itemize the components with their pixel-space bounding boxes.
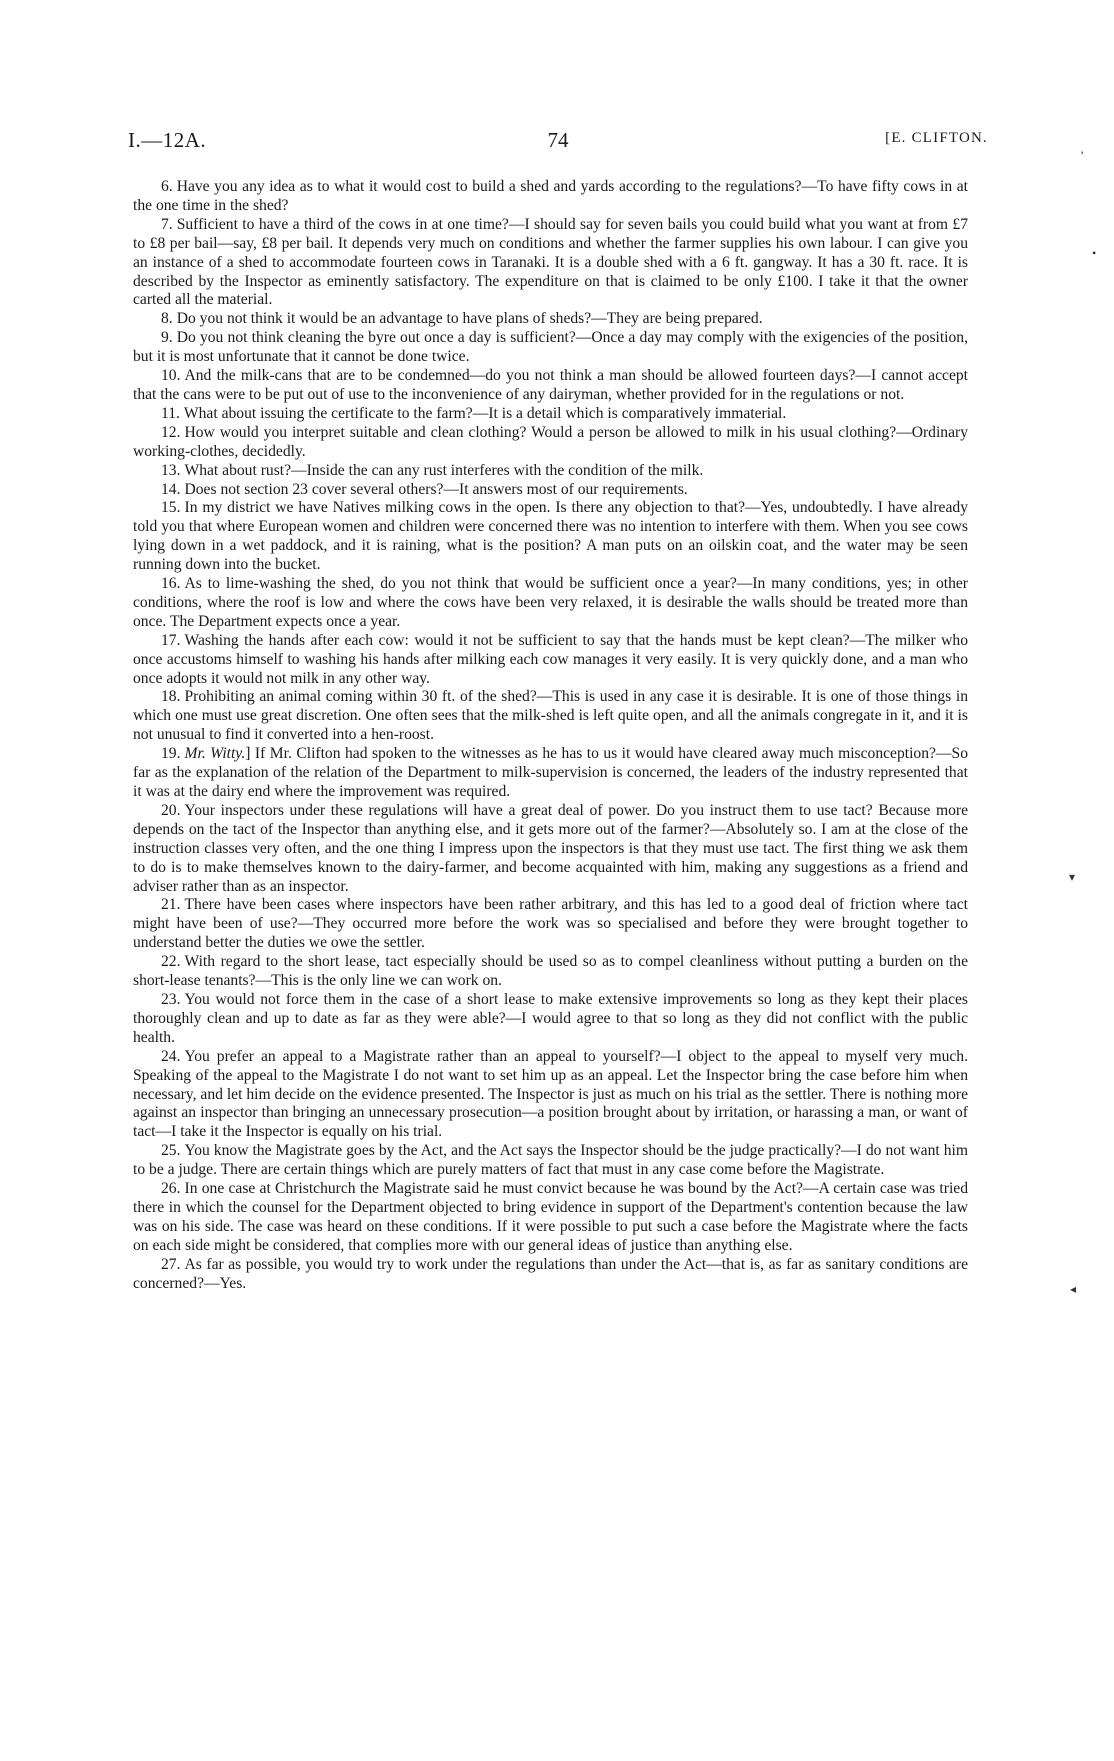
question-number: 11. bbox=[161, 404, 180, 422]
question-text: Sufficient to have a third of the cows in at one time?—I should say for seven bails you could build what you want at from £7 to £8 per bail—say, £8 per bail. It depends very much on conditions and whether the farmer supplies his own labour. I can give you an instance of a shed to accommodate fourteen cows in Taranaki. It is a double shed with a 6 ft. gangway. It has a 30 ft. race. It is described by the Inspector as eminently satisfactory. The expenditure on that is claimed to be only £100. I take it that the owner carted all the material. bbox=[133, 215, 968, 309]
page-number: 74 bbox=[547, 128, 569, 152]
question-number: 20. bbox=[161, 801, 181, 819]
question-text: Washing the hands after each cow: would it not be sufficient to say that the hands must be kept clean?—The milker who once accustoms himself to washing his hands after milking each cow manages it very easily. It is very quickly done, and a man who once adopts it would not milk in any other way. bbox=[133, 631, 968, 687]
question-number: 22. bbox=[161, 953, 181, 971]
question-number: 25. bbox=[161, 1142, 181, 1160]
page-header bbox=[128, 128, 988, 158]
question-text: You would not force them in the case of a short lease to make extensive improvements so long as they kept their places thoroughly clean and up to date as far as they were able?—I would agree to that so long as they did not conflict with the public health. bbox=[133, 990, 968, 1046]
question-paragraph bbox=[133, 896, 968, 953]
speaker-name: Mr. Witty. bbox=[184, 745, 246, 763]
question-paragraph bbox=[133, 802, 968, 897]
question-number: 26. bbox=[161, 1180, 181, 1198]
scan-mark: ’ bbox=[1080, 148, 1084, 162]
question-paragraph bbox=[133, 745, 968, 802]
question-paragraph bbox=[133, 329, 968, 367]
question-number: 9. bbox=[161, 329, 173, 347]
question-number: 16. bbox=[161, 575, 181, 593]
question-text: ] If Mr. Clifton had spoken to the witnesses as he has to us it would have cleared away much misconception?—So far as the explanation of the relation of the Department to milk-supervision is concerned, the leaders of the industry represented that it was at the dairy end where the improvement was required. bbox=[133, 745, 968, 800]
question-paragraph bbox=[133, 632, 968, 689]
question-text: As far as possible, you would try to work under the regulations than under the Act—that is, as far as sanitary conditions are concerned?—Yes. bbox=[133, 1255, 968, 1292]
question-number: 18. bbox=[161, 688, 181, 706]
document-reference: I.—12A. bbox=[128, 128, 207, 152]
question-text: You know the Magistrate goes by the Act, and the Act says the Inspector should be the judge practically?—I do not want him to be a judge. There are certain things which are purely matters of fact that must in any case come before the Magistrate. bbox=[133, 1142, 968, 1179]
witness-name: [E. CLIFTON. bbox=[885, 130, 988, 146]
question-text: How would you interpret suitable and clean clothing? Would a person be allowed to milk in his usual clothing?—Ordinary working-clothes, decidedly. bbox=[133, 423, 968, 460]
question-text: Does not section 23 cover several others?—It answers most of our requirements. bbox=[184, 480, 688, 498]
question-number: 6. bbox=[161, 178, 173, 195]
question-paragraph bbox=[133, 1048, 968, 1143]
question-text: You prefer an appeal to a Magistrate rather than an appeal to yourself?—I object to the appeal to myself very much. Speaking of the appeal to the Magistrate I do not want to set him up as an appeal. Let the Inspector bring the case before him when necessary, and let him decide on the evidence presented. The Inspector is just as much on his trial as the settler. There is nothing more against an inspector than bringing an unnecessary prosecution—a position brought about by irritation, or harassing a man, or want of tact—I take it the Inspector is equally on his trial. bbox=[133, 1047, 968, 1141]
question-text: Your inspectors under these regulations will have a great deal of power. Do you instruct them to use tact? Because more depends on the tact of the Inspector than anything else, and it gets more out of the farmer?—Absolutely so. I am at the close of the instruction classes very often, and the one thing I impress upon the inspectors is that they must use tact. The first thing we ask them to do is to make themselves known to the dairy-farmer, and become acquainted with him, making any suggestions as a friend and adviser rather than as an inspector. bbox=[133, 801, 968, 895]
question-paragraph bbox=[133, 688, 968, 745]
question-number: 17. bbox=[161, 631, 181, 649]
question-paragraph bbox=[133, 1142, 968, 1180]
question-number: 15. bbox=[161, 499, 181, 517]
scan-mark: • bbox=[1092, 246, 1097, 260]
question-number: 21. bbox=[161, 896, 181, 914]
testimony-body bbox=[133, 178, 968, 1293]
question-text: Have you any idea as to what it would cost to build a shed and yards according to the regulations?—To have fifty cows in at the one time in the shed? bbox=[133, 178, 968, 214]
question-text: What about issuing the certificate to the farm?—It is a detail which is comparatively immaterial. bbox=[183, 404, 787, 422]
question-paragraph bbox=[133, 424, 968, 462]
question-text: And the milk-cans that are to be condemned—do you not think a man should be allowed fourteen days?—I cannot accept that the cans were to be put out of use to the inconvenience of any dairyman, whether provided for in the regulations or not. bbox=[133, 367, 968, 403]
question-text: What about rust?—Inside the can any rust interferes with the condition of the milk. bbox=[184, 461, 704, 479]
question-number: 24. bbox=[161, 1047, 181, 1065]
question-paragraph bbox=[133, 481, 968, 500]
question-paragraph bbox=[133, 405, 968, 424]
question-number: 23. bbox=[161, 990, 181, 1008]
scan-mark: ▾ bbox=[1069, 870, 1076, 884]
question-text: Do you not think it would be an advantage to have plans of sheds?—They are being prepared. bbox=[176, 310, 763, 328]
question-text: There have been cases where inspectors have been rather arbitrary, and this has led to a good deal of friction where tact might have been of use?—They occurred more before the work was so specialised and before they were brought together to understand better the duties we owe the settler. bbox=[133, 896, 968, 952]
question-paragraph bbox=[133, 1256, 968, 1294]
question-text: In my district we have Natives milking cows in the open. Is there any objection to that?—Yes, undoubtedly. I have already told you that where European women and children were concerned there was no intention to interfere with them. When you see cows lying down in a wet paddock, and it is raining, what is the position? A man puts on an oilskin coat, and the water may be seen running down into the bucket. bbox=[133, 499, 968, 574]
question-paragraph bbox=[133, 462, 968, 481]
question-paragraph bbox=[133, 367, 968, 405]
question-number: 13. bbox=[161, 461, 181, 479]
question-number: 7. bbox=[161, 215, 173, 233]
question-number: 12. bbox=[161, 423, 181, 441]
question-text: As to lime-washing the shed, do you not think that would be sufficient once a year?—In many conditions, yes; in other conditions, where the roof is low and where the cows have been very relaxed, it is desirable the walls should be treated more than once. The Department expects once a year. bbox=[133, 575, 968, 630]
question-text: Do you not think cleaning the byre out once a day is sufficient?—Once a day may comply with the exigencies of the position, but it is most unfortunate that it cannot be done twice. bbox=[133, 329, 968, 366]
question-number: 27. bbox=[161, 1255, 181, 1273]
scan-mark: ◂ bbox=[1070, 1282, 1077, 1296]
question-paragraph bbox=[133, 499, 968, 575]
question-number: 10. bbox=[161, 367, 181, 385]
question-paragraph bbox=[133, 953, 968, 991]
question-paragraph bbox=[133, 1180, 968, 1256]
question-text: With regard to the short lease, tact especially should be used so as to compel cleanliness without putting a burden on the short-lease tenants?—This is the only line we can work on. bbox=[133, 953, 968, 990]
question-number: 14. bbox=[161, 480, 181, 498]
question-paragraph bbox=[133, 178, 968, 216]
question-number: 19. bbox=[161, 745, 181, 763]
question-paragraph bbox=[133, 216, 968, 311]
question-paragraph bbox=[133, 310, 968, 329]
question-paragraph bbox=[133, 991, 968, 1048]
question-text: In one case at Christchurch the Magistrate said he must convict because he was bound by the Act?—A certain case was tried there in which the counsel for the Department objected to bring evidence in support of the Department's contention because the law was on his side. The case was heard on these conditions. If it were possible to put such a case before the Magistrate where the facts on each side might be considered, that complies more with our general ideas of justice than anything else. bbox=[133, 1180, 968, 1254]
question-paragraph bbox=[133, 575, 968, 632]
question-text: Prohibiting an animal coming within 30 ft. of the shed?—This is used in any case it is desirable. It is one of those things in which one must use great discretion. One often sees that the milk-shed is left quite open, and all the animals congregate in it, and it is not unusual to find it converted into a hen-roost. bbox=[133, 688, 968, 744]
question-number: 8. bbox=[161, 310, 173, 328]
